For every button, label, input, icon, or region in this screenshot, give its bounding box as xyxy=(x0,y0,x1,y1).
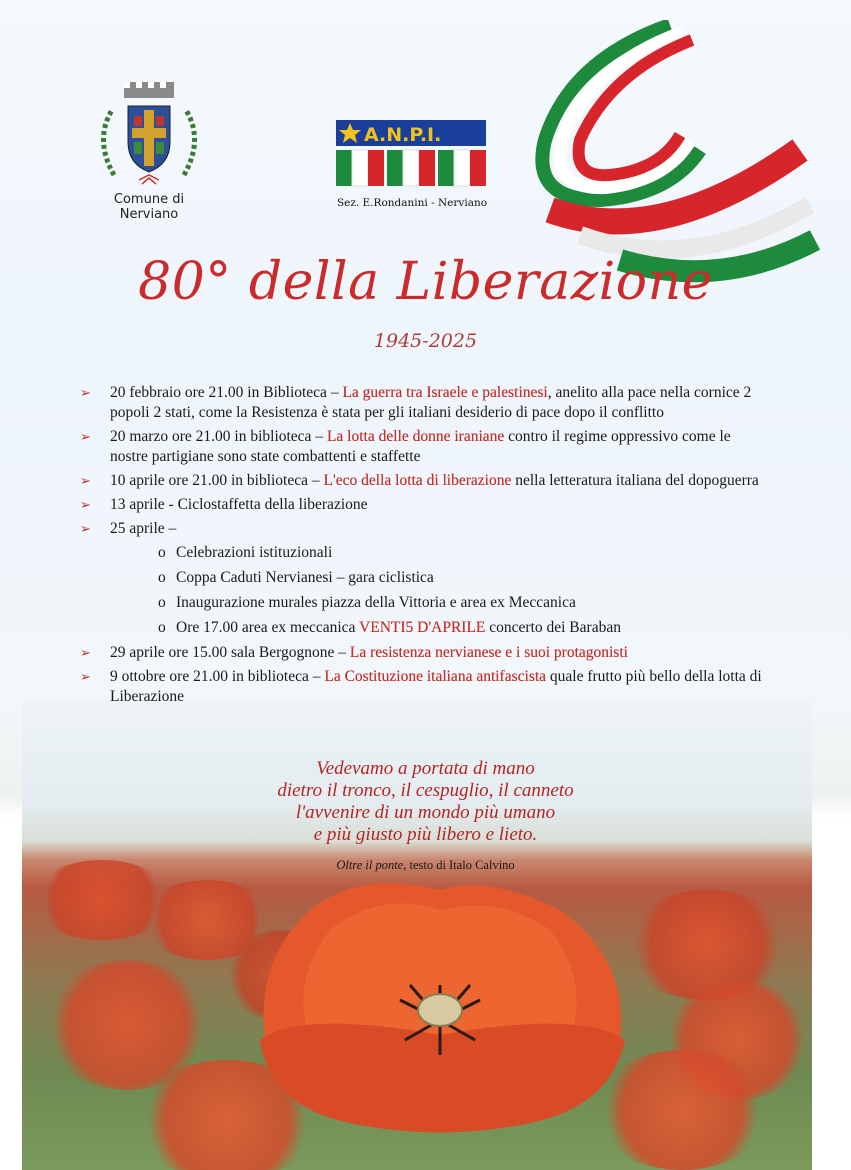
arrow-bullet-icon: ➢ xyxy=(80,385,91,400)
list-item xyxy=(80,383,770,423)
poem-line: Vedevamo a portata di mano xyxy=(316,758,535,779)
sub-item-text: Celebrazioni istituzionali xyxy=(176,544,333,561)
event-text: 25 aprile – xyxy=(110,520,177,537)
sub-item-highlight: VENTI5 D'APRILE xyxy=(359,619,486,636)
event-text: 13 aprile - Ciclostaffetta della liberazione xyxy=(110,496,368,513)
poem-quote xyxy=(0,758,851,846)
list-item xyxy=(80,495,770,515)
sub-item-text-rest: concerto dei Baraban xyxy=(485,619,621,636)
list-item xyxy=(80,519,770,638)
sub-item-text: Ore 17.00 area ex meccanica xyxy=(176,619,360,636)
anpi-section-label: Sez. E.Rondanini - Nerviano xyxy=(336,197,488,209)
sub-list-item xyxy=(158,543,770,563)
event-text: 10 aprile ore 21.00 in biblioteca – xyxy=(110,472,324,489)
comune-label: Comune di Nerviano xyxy=(113,192,185,222)
comune-crest-icon xyxy=(84,80,214,210)
list-item xyxy=(80,643,770,663)
sub-list-item xyxy=(158,593,770,613)
list-item xyxy=(80,471,770,491)
event-highlight: La Costituzione italiana antifascista xyxy=(324,668,547,685)
page-title: 80° della Liberazione xyxy=(138,252,713,312)
arrow-bullet-icon: ➢ xyxy=(80,669,91,684)
event-highlight: La lotta delle donne iraniane xyxy=(326,428,505,445)
sub-item-text: Coppa Caduti Nervianesi – gara ciclistica xyxy=(176,569,434,586)
event-text: 29 aprile ore 15.00 sala Bergognone – xyxy=(110,644,350,661)
sub-item-text: Inaugurazione murales piazza della Vittoria e area ex Meccanica xyxy=(176,594,576,611)
circle-bullet-icon: o xyxy=(158,569,166,586)
arrow-bullet-icon: ➢ xyxy=(80,429,91,444)
arrow-bullet-icon: ➢ xyxy=(80,497,91,512)
sub-list-item xyxy=(158,568,770,588)
years-subtitle: 1945-2025 xyxy=(373,330,478,352)
credit-author: , testo di Italo Calvino xyxy=(403,858,515,872)
anpi-logo-text: A.N.P.I. xyxy=(364,124,442,146)
event-text: 20 febbraio ore 21.00 in Biblioteca – xyxy=(110,384,343,401)
event-highlight: La guerra tra Israele e palestinesi xyxy=(342,384,548,401)
event-text-rest: quale frutto più bello della lotta di Liberazione xyxy=(110,668,762,705)
credit-title: Oltre il ponte xyxy=(336,858,404,872)
arrow-bullet-icon: ➢ xyxy=(80,645,91,660)
anpi-logo xyxy=(336,120,486,188)
event-text-rest: nella letteratura italiana del dopoguerra xyxy=(511,472,759,489)
april25-sublist xyxy=(110,543,770,638)
sub-list-item xyxy=(158,618,770,638)
poem-line: e più giusto più libero e lieto. xyxy=(313,824,538,845)
event-highlight: La resistenza nervianese e i suoi protagonisti xyxy=(349,644,628,661)
event-text-rest: , anelito alla pace nella cornice 2 popoli 2 stati, come la Resistenza è stata per gli italiani desiderio di pace dopo il conflitto xyxy=(110,384,752,421)
event-text: 9 ottobre ore 21.00 in biblioteca – xyxy=(110,668,325,685)
events-list xyxy=(80,383,770,711)
circle-bullet-icon: o xyxy=(158,594,166,611)
list-item xyxy=(80,667,770,707)
event-text: 20 marzo ore 21.00 in biblioteca – xyxy=(110,428,327,445)
arrow-bullet-icon: ➢ xyxy=(80,473,91,488)
poppy-flower-icon xyxy=(240,870,640,1170)
poem-line: dietro il tronco, il cespuglio, il canneto xyxy=(277,780,574,801)
event-highlight: L'eco della lotta di liberazione xyxy=(323,472,512,489)
event-text-rest: contro il regime oppressivo come le nostre partigiane sono state combattenti e staffette xyxy=(110,428,731,465)
circle-bullet-icon: o xyxy=(158,619,166,636)
poem-line: l'avvenire di un mondo più umano xyxy=(295,802,556,823)
tricolor-ribbon-icon xyxy=(510,20,820,290)
arrow-bullet-icon: ➢ xyxy=(80,521,91,536)
list-item xyxy=(80,427,770,467)
circle-bullet-icon: o xyxy=(158,544,166,561)
